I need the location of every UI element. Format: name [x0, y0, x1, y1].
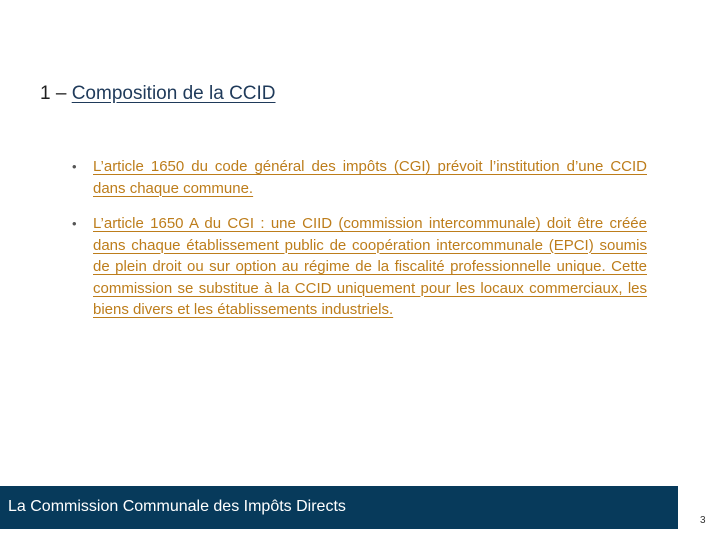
bullet-marker: • [72, 216, 77, 231]
bullet-marker: • [72, 159, 77, 174]
bullet-item-2 [72, 213, 647, 321]
bullet-list [72, 156, 647, 335]
heading-number: 1 – [40, 83, 72, 104]
slide-heading [40, 83, 276, 105]
bullet-link-article-1650[interactable]: L’article 1650 du code général des impôts (CGI) prévoit l’institution d’une CCID dans chaque commune. [93, 158, 647, 197]
bullet-item-1 [72, 156, 647, 199]
heading-title-link[interactable]: Composition de la CCID [71, 83, 276, 104]
page-number: 3 [700, 515, 706, 526]
footer-title: La Commission Communale des Impôts Directs [8, 498, 346, 515]
footer-bar [0, 486, 678, 529]
bullet-link-article-1650a[interactable]: L’article 1650 A du CGI : une CIID (commission intercommunale) doit être créée dans chaque établissement public de coopération intercommunale (EPCI) soumis de plein droit ou sur option au régime de la fiscalité professionnelle unique. Cette commission se substitue à la CCID uniquement pour les locaux commerciaux, les biens divers et les établissements industriels. [93, 215, 647, 318]
